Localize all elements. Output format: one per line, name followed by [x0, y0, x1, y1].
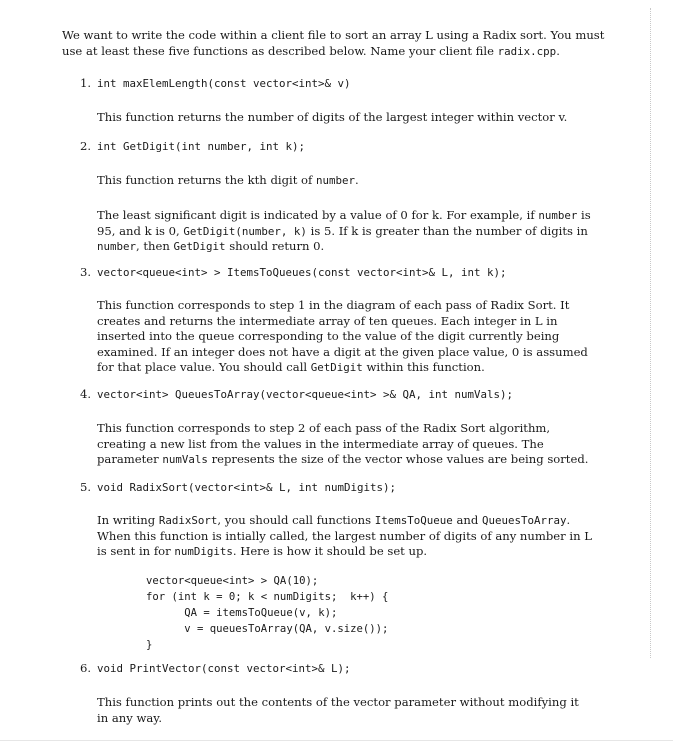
- page-bottom-edge: [0, 740, 673, 741]
- desc-text: This function corresponds to step 1 in the diagram of each pass of Radix Sort. It creates and returns the intermediate array of ten queues. Each integer in L in inserted into the queue corresponding to the value of the digit currently being examined. If an integer does not have a digit at the given place value, 0 is assumed for that place value. You should call: [97, 298, 588, 375]
- function-signature: vector<int> QueuesToArray(vector<queue<int> >& QA, int numVals);: [97, 388, 514, 401]
- desc-text: represents the size of the vector whose values are being sorted.: [207, 452, 589, 467]
- function-signature: int maxElemLength(const vector<int>& v): [97, 77, 351, 90]
- item-5-description: [97, 513, 593, 560]
- desc-text: In writing: [97, 513, 159, 527]
- desc-code: numVals: [162, 453, 208, 467]
- item-number: 3.: [80, 265, 92, 279]
- desc-text: and: [452, 513, 482, 527]
- desc-text: The least significant digit is indicated by a value of 0 for k. For example, if: [97, 208, 539, 222]
- item-6-signature: [80, 661, 620, 677]
- desc-code: number: [97, 240, 137, 254]
- desc-code: QueuesToArray: [481, 514, 567, 527]
- desc-text: This function returns the number of digits of the largest integer within vector v.: [97, 110, 568, 124]
- item-1-description: [97, 110, 593, 126]
- item-number: 6.: [80, 661, 92, 675]
- desc-text: This function prints out the contents of the vector parameter without modifying it in any way.: [97, 695, 579, 725]
- desc-text: . When this function is intially called, the largest number of digits of any number in L is sent in for: [97, 513, 592, 559]
- desc-text: . Here is how it should be set up.: [232, 544, 428, 559]
- desc-code: GetDigit: [173, 240, 226, 254]
- item-4-description: [97, 421, 593, 468]
- desc-text: , then: [136, 239, 174, 254]
- function-signature: void RadixSort(vector<int>& L, int numDigits);: [97, 481, 397, 494]
- desc-text: is 5. If k is greater than the number of digits in: [306, 223, 588, 238]
- code-line: }: [146, 639, 153, 651]
- function-signature: void PrintVector(const vector<int>& L);: [97, 662, 351, 675]
- code-line: QA = itemsToQueue(v, k);: [146, 607, 338, 619]
- item-6-description: [97, 695, 593, 726]
- desc-code: GetDigit: [310, 361, 363, 375]
- intro-text-end: .: [556, 43, 560, 58]
- scan-margin-line: [650, 8, 651, 658]
- desc-text: within this function.: [362, 360, 485, 375]
- code-line: for (int k = 0; k < numDigits; k++) {: [146, 591, 389, 603]
- desc-text: , you should call functions: [217, 513, 375, 527]
- code-line: vector<queue<int> > QA(10);: [146, 575, 319, 587]
- item-5-signature: [80, 480, 620, 496]
- item-2-description-2: [97, 208, 593, 255]
- desc-text: .: [355, 173, 359, 187]
- item-2-signature: [80, 139, 620, 155]
- desc-code: GetDigit(number, k): [183, 224, 307, 238]
- item-1-signature: [80, 76, 620, 92]
- item-4-signature: [80, 387, 620, 403]
- desc-text: should return 0.: [225, 239, 325, 254]
- function-signature: vector<queue<int> > ItemsToQueues(const vector<int>& L, int k);: [97, 266, 507, 279]
- item-number: 5.: [80, 480, 92, 494]
- item-3-description: [97, 298, 593, 376]
- desc-code: number: [538, 209, 578, 222]
- desc-text: is 95, and k is 0,: [97, 208, 591, 238]
- item-number: 1.: [80, 76, 92, 90]
- function-signature: int GetDigit(int number, int k);: [97, 140, 306, 153]
- item-3-signature: [80, 265, 620, 281]
- intro-text: We want to write the code within a client file to sort an array L using a Radix sort. You must use at least these five functions as described below. Name your client file: [62, 28, 605, 58]
- item-2-description-1: [97, 173, 593, 189]
- item-number: 4.: [80, 387, 92, 401]
- desc-code: number: [316, 174, 356, 187]
- desc-text: This function corresponds to step 2 of each pass of the Radix Sort algorithm, creating a new list from the values in the intermediate array of queues. The parameter: [97, 421, 551, 467]
- item-number: 2.: [80, 139, 92, 153]
- desc-text: This function returns the kth digit of: [97, 173, 317, 187]
- desc-code: numDigits: [174, 545, 233, 559]
- code-line: v = queuesToArray(QA, v.size());: [146, 623, 389, 635]
- intro-paragraph: [62, 28, 607, 59]
- desc-code: ItemsToQueue: [374, 514, 453, 527]
- desc-code: RadixSort: [158, 514, 218, 527]
- intro-filename: radix.cpp: [497, 44, 557, 58]
- radix-sort-code-block: [146, 573, 388, 653]
